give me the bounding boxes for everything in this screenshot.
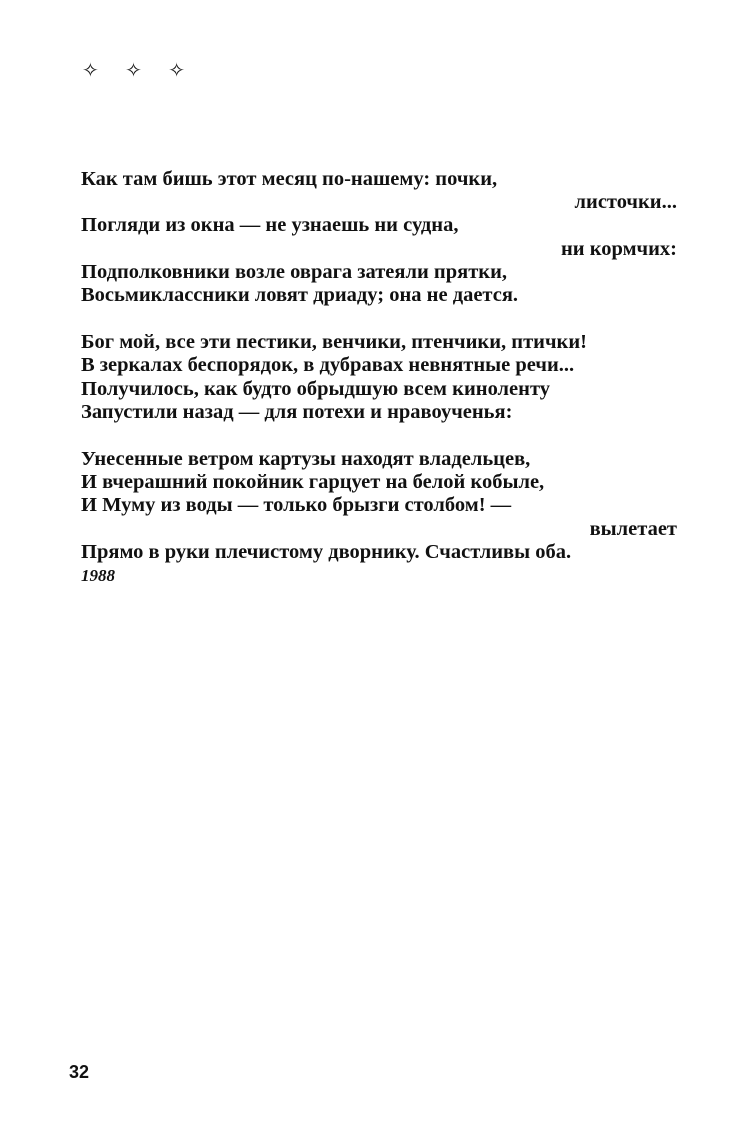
- poem-line: Прямо в руки плечистому дворнику. Счастливы оба.: [81, 540, 572, 563]
- poem-line: Унесенные ветром картузы находят владельцев,: [81, 448, 531, 471]
- poem-line: Бог мой, все эти пестики, венчики, птенчики, птички!: [81, 331, 587, 354]
- poem-line-continuation: ни кормчих:: [560, 237, 677, 260]
- poem-line: Получилось, как будто обрыдшую всем киноленту: [81, 377, 551, 400]
- poem-line: И Муму из воды — только брызги столбом! —: [81, 494, 512, 517]
- poem-line: Восьмиклассники ловят дриаду; она не дается.: [81, 284, 519, 307]
- stanza-1: [81, 168, 677, 307]
- poem-line-continuation: вылетает: [589, 517, 677, 540]
- poem-line: И вчерашний покойник гарцует на белой кобыле,: [81, 471, 545, 494]
- page-number: 32: [69, 1062, 90, 1082]
- section-ornament: ✧ ✧ ✧: [82, 58, 195, 82]
- stanza-2: [81, 331, 677, 424]
- poem-line: Подполковники возле оврага затеяли прятки,: [81, 260, 508, 283]
- poem: [81, 168, 677, 588]
- poem-line: Погляди из окна — не узнаешь ни судна,: [81, 214, 459, 237]
- poem-date: 1988: [81, 566, 115, 585]
- poem-line: В зеркалах беспорядок, в дубравах невнятные речи...: [81, 354, 575, 377]
- poem-line-continuation: листочки...: [574, 191, 677, 214]
- poem-line: Как там бишь этот месяц по-нашему: почки,: [81, 168, 498, 190]
- poem-line: Запустили назад — для потехи и нравоученья:: [81, 400, 513, 423]
- stanza-3: [81, 448, 677, 564]
